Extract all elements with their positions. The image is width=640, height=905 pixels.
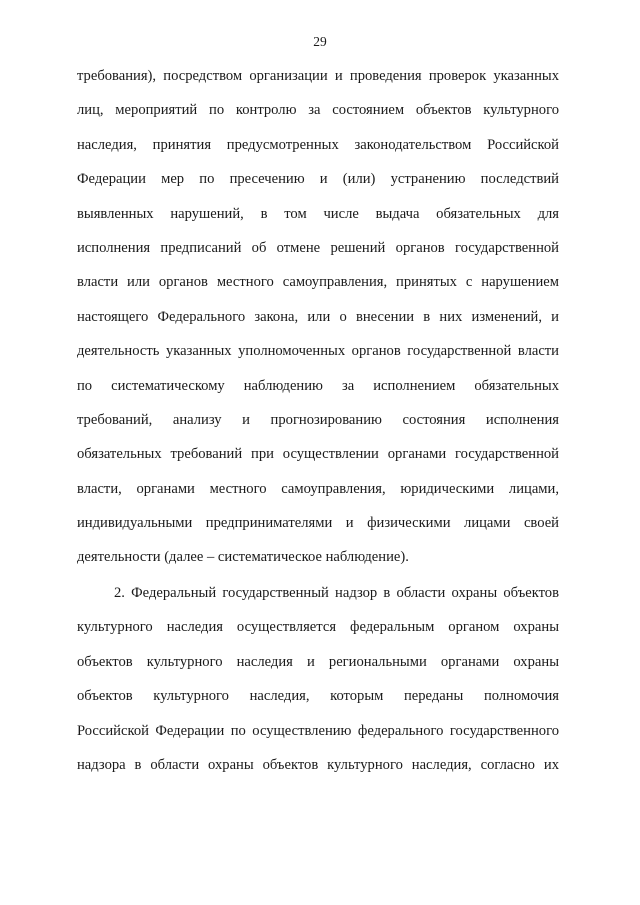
text-line: деятельность указанных уполномоченных органов государственной власти [77,343,559,360]
text-line: деятельности (далее – систематическое наблюдение). [77,549,409,566]
text-line: по систематическому наблюдению за исполнением обязательных [77,377,559,394]
text-line: 2. Федеральный государственный надзор в области охраны объектов [114,585,559,601]
paragraph-1 [77,59,559,575]
text-line: власти, органами местного самоуправления, юридическими лицами, [77,480,559,497]
text-line: власти или органов местного самоуправления, принятых с нарушением [77,274,559,291]
text-line: лиц, мероприятий по контролю за состоянием объектов культурного [77,102,559,119]
text-line: требований, анализу и прогнозированию состояния исполнения [77,411,559,428]
text-line: Российской Федерации по осуществлению федерального государственного [77,722,559,739]
text-line: Федерации мер по пресечению и (или) устранению последствий [77,171,559,188]
text-line: культурного наследия осуществляется федеральным органом охраны [77,619,559,636]
text-line: объектов культурного наследия и региональными органами охраны [77,653,559,670]
text-line: наследия, принятия предусмотренных законодательством Российской [77,136,559,153]
page-number: 29 [313,34,327,49]
text-line: исполнения предписаний об отмене решений органов государственной [77,239,559,256]
text-line: индивидуальными предпринимателями и физическими лицами своей [77,515,559,532]
paragraph-2 [77,576,559,782]
text-line: надзора в области охраны объектов культурного наследия, согласно их [77,756,559,773]
text-line: обязательных требований при осуществлении органами государственной [77,446,559,463]
text-line: объектов культурного наследия, которым переданы полномочия [77,688,559,705]
text-line: настоящего Федерального закона, или о внесении в них изменений, и [77,308,559,325]
text-line: требования), посредством организации и проведения проверок указанных [77,68,559,84]
text-line: выявленных нарушений, в том числе выдача обязательных для [77,205,559,222]
